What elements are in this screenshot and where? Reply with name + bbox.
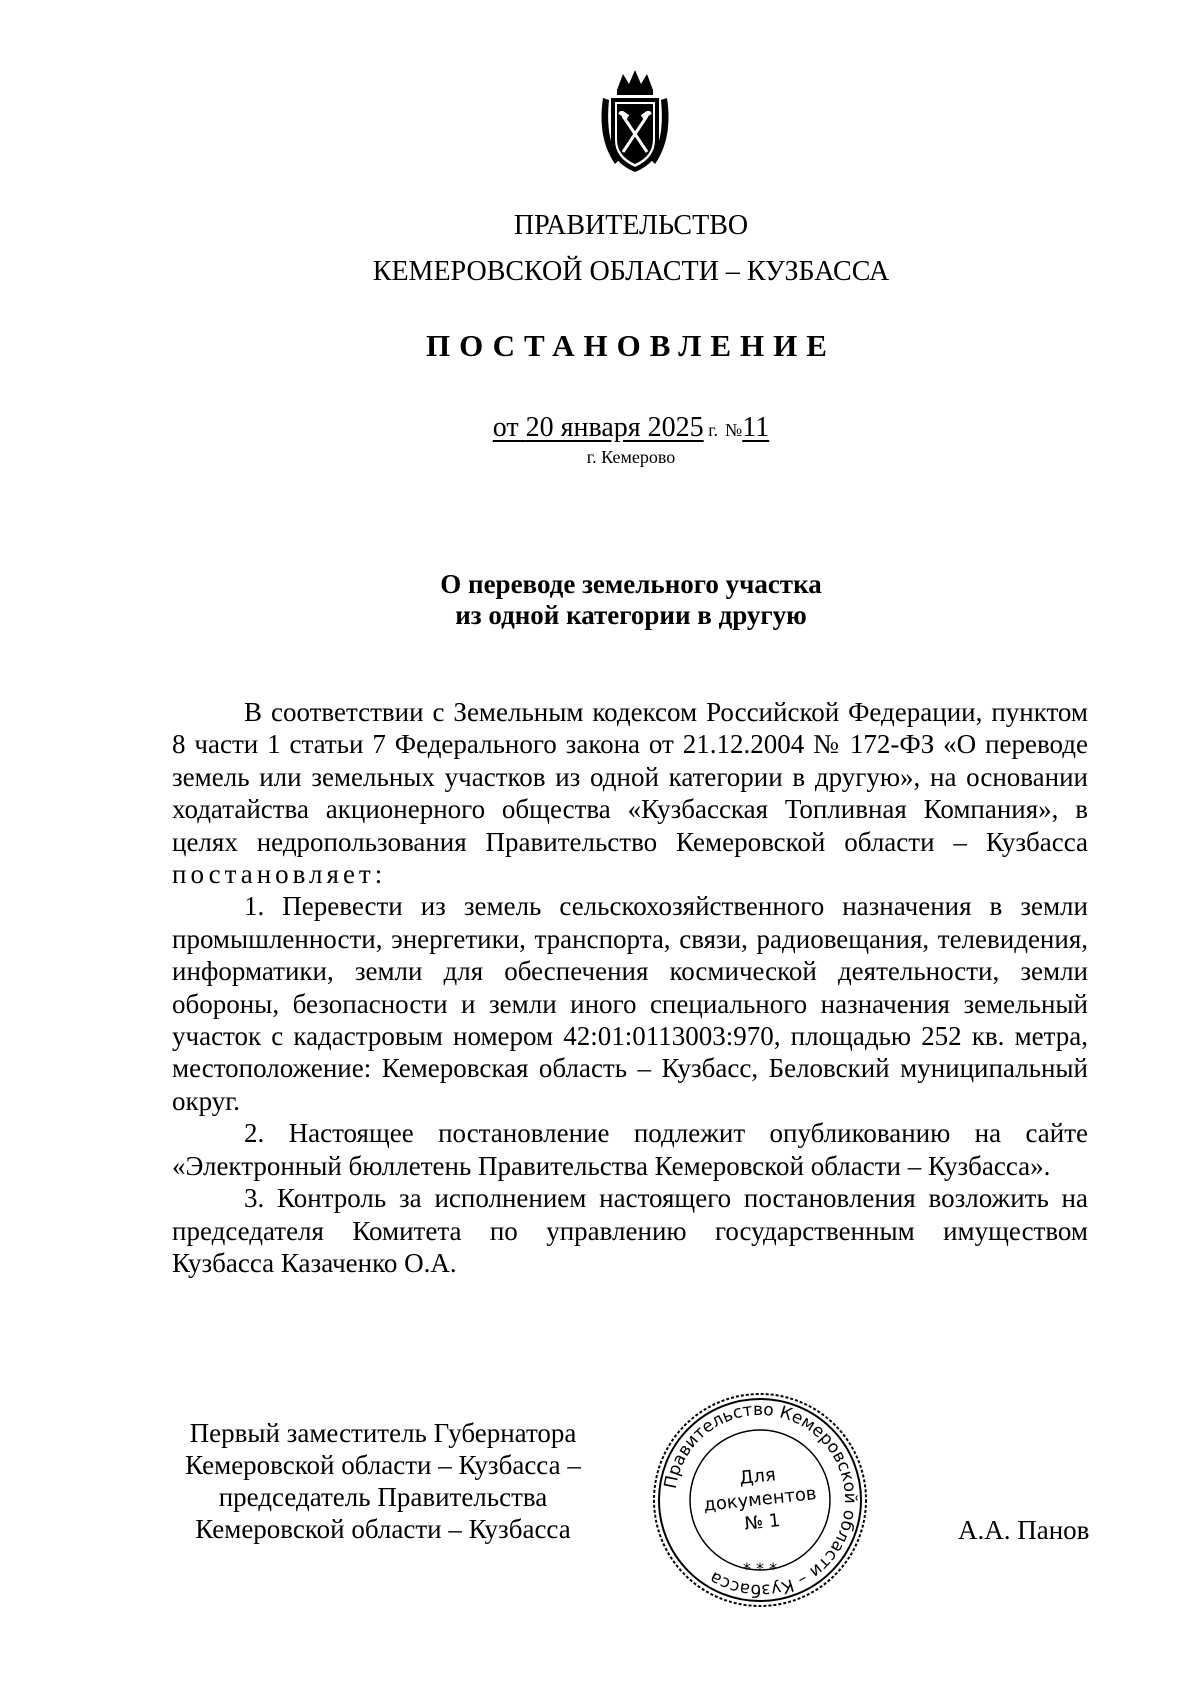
stamp-ring-text: Правительство Кемеровской области – Кузбасса (660, 1399, 861, 1601)
gov-title-line2: КЕМЕРОВСКОЙ ОБЛАСТИ – КУЗБАССА (372, 256, 890, 287)
position-line: Кемеровской области – Кузбасса (195, 1514, 571, 1544)
date-prefix: от (492, 412, 526, 443)
coat-of-arms-icon (595, 68, 675, 178)
date-number-line (0, 414, 1200, 442)
stamp-center-line3: № 1 (743, 1510, 782, 1535)
preamble-paragraph (172, 696, 1088, 890)
position-line: Первый заместитель Губернатора (189, 1418, 577, 1448)
document-body (172, 696, 1088, 1279)
official-stamp (650, 1390, 870, 1610)
position-line: председатель Правительства (218, 1482, 548, 1512)
stamp-center-line1: Для (738, 1464, 777, 1489)
document-title-line1: О переводе земельного участка (440, 569, 822, 599)
item-1: 1. Перевести из земель сельскохозяйственного назначения в земли промышленности, энергетики, транспорта, связи, радиовещания, телевидения, информатики, земли для обеспечения космической деятельности, земли обороны, безопасности и земли иного специального назначения земельный участок с кадастровым номером 42:01:0113003:970, площадью 252 кв. метра, местоположение: Кемеровская область – Кузбасс, Беловский муниципальный округ. (172, 891, 1088, 1116)
item-3: 3. Контроль за исполнением настоящего постановления возложить на председателя Комитета по управлению государственным имуществом Кузбасса Казаченко О.А. (172, 1183, 1088, 1278)
position-line: Кемеровской области – Кузбасса – (185, 1450, 581, 1480)
resolves-word: постановляет: (172, 859, 387, 890)
signer-name: А.А. Панов (958, 1515, 1090, 1545)
preamble-text: В соответствии с Земельным кодексом Российской Федерации, пунктом 8 части 1 статьи 7 Федерального закона от 21.12.2004 № 172-ФЗ «О переводе земель или земельных участков из одной категории в другую», на основании ходатайства акционерного общества «Кузбасская Топливная Компания», в целях недропользования Правительство Кемеровской области – Кузбасса (172, 697, 1088, 857)
document-date: 20 января 2025 (525, 412, 704, 443)
stamp-stars: * * * (742, 1559, 778, 1578)
stamp-center-line2: документов (702, 1483, 818, 1516)
gov-title-line1: ПРАВИТЕЛЬСТВО (513, 210, 749, 241)
item-2: 2. Настоящее постановление подлежит опубликованию на сайте «Электронный бюллетень Правительства Кемеровской области – Кузбасса». (172, 1118, 1088, 1181)
number-label: № (725, 420, 743, 440)
document-type: ПОСТАНОВЛЕНИЕ (426, 328, 836, 363)
year-suffix: г. (703, 420, 719, 440)
document-number: 11 (742, 412, 770, 443)
document-title-line2: из одной категории в другую (455, 600, 807, 630)
signatory-position (158, 1417, 608, 1545)
city: г. Кемерово (586, 447, 676, 467)
